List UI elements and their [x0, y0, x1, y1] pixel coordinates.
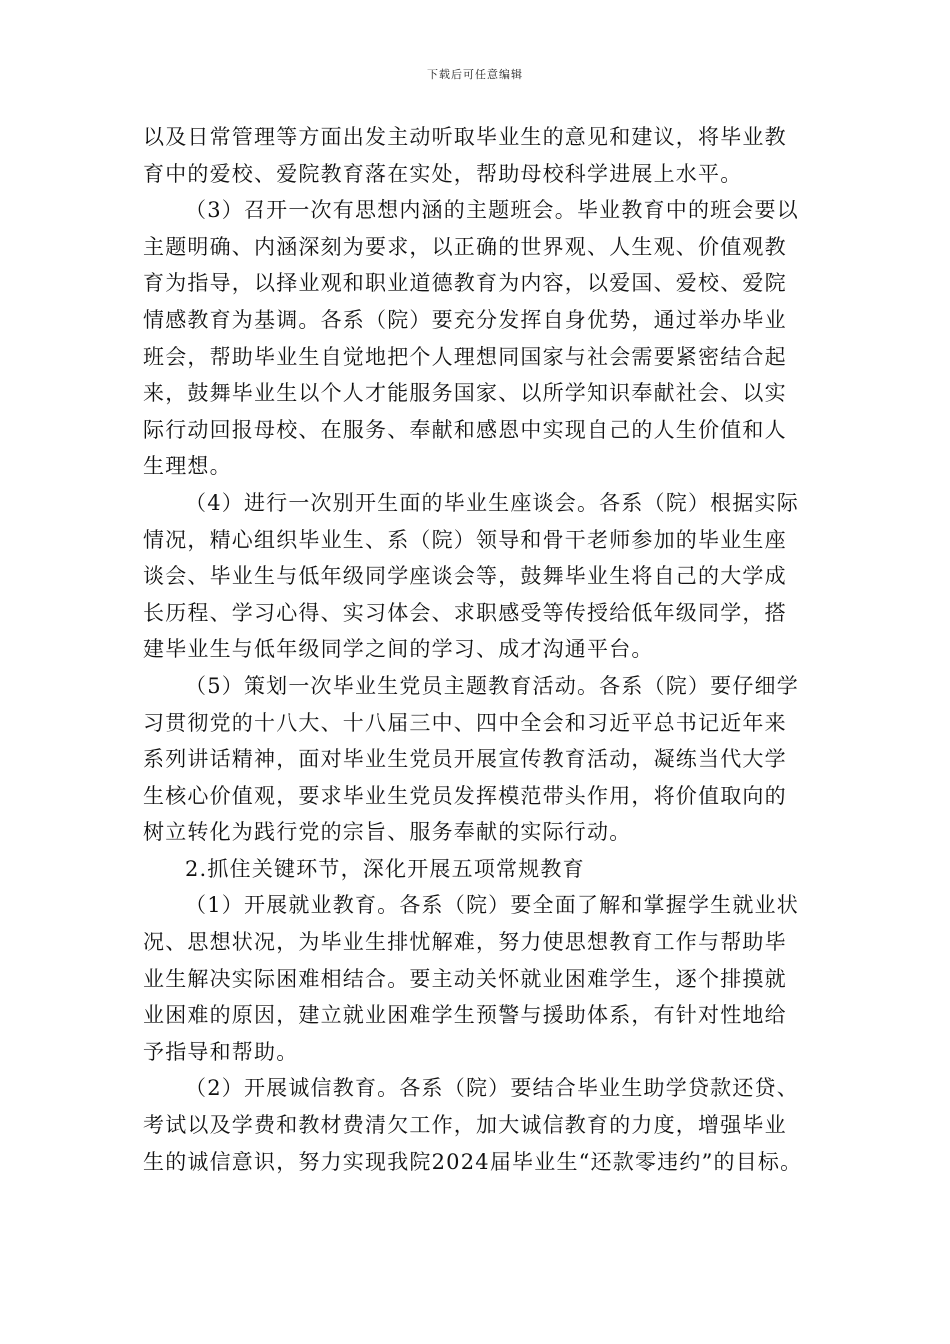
text-line: 考试以及学费和教材费清欠工作，加大诚信教育的力度，增强毕业	[143, 1113, 787, 1138]
text-line: 际行动回报母校、在服务、奉献和感恩中实现自己的人生价值和人	[143, 417, 787, 442]
text-line: 育中的爱校、爱院教育落在实处，帮助母校科学进展上水平。	[143, 161, 743, 186]
text-line: 习贯彻党的十八大、十八届三中、四中全会和习近平总书记近年来	[143, 710, 787, 735]
text-line: 予指导和帮助。	[143, 1039, 299, 1064]
text-line: 班会，帮助毕业生自觉地把个人理想同国家与社会需要紧密结合起	[143, 344, 787, 369]
text-line: （3）召开一次有思想内涵的主题班会。毕业教育中的班会要以	[185, 198, 799, 223]
text-line: 生理想。	[143, 454, 232, 479]
text-line: 长历程、学习心得、实习体会、求职感受等传授给低年级同学，搭	[143, 600, 787, 625]
text-line: 树立转化为践行党的宗旨、服务奉献的实际行动。	[143, 820, 632, 845]
text-line: 生核心价值观，要求毕业生党员发挥模范带头作用，将价值取向的	[143, 783, 787, 808]
text-line: 主题明确、内涵深刻为要求，以正确的世界观、人生观、价值观教	[143, 234, 787, 259]
text-line: 来，鼓舞毕业生以个人才能服务国家、以所学知识奉献社会、以实	[143, 381, 787, 406]
text-line: （1）开展就业教育。各系（院）要全面了解和掌握学生就业状	[185, 893, 799, 918]
text-line: 生的诚信意识，努力实现我院2024届毕业生“还款零违约”的目标。	[143, 1149, 803, 1174]
page-header: 下载后可任意编辑	[427, 68, 523, 81]
text-line: 以及日常管理等方面出发主动听取毕业生的意见和建议，将毕业教	[143, 125, 787, 149]
text-line: 建毕业生与低年级同学之间的学习、成才沟通平台。	[143, 637, 654, 662]
text-line: 业困难的原因，建立就业困难学生预警与援助体系，有针对性地给	[143, 1003, 787, 1028]
text-line: 育为指导，以择业观和职业道德教育为内容，以爱国、爱校、爱院	[143, 271, 787, 296]
text-line: （4）进行一次别开生面的毕业生座谈会。各系（院）根据实际	[185, 490, 799, 515]
text-line: 谈会、毕业生与低年级同学座谈会等，鼓舞毕业生将自己的大学成	[143, 564, 787, 589]
text-line: 业生解决实际困难相结合。要主动关怀就业困难学生，逐个排摸就	[143, 966, 787, 991]
text-line: 系列讲话精神，面对毕业生党员开展宣传教育活动，凝练当代大学	[143, 747, 787, 772]
text-line: 情况，精心组织毕业生、系（院）领导和骨干老师参加的毕业生座	[143, 527, 787, 552]
document-body	[143, 119, 823, 1180]
text-line: 2.抓住关键环节，深化开展五项常规教育	[185, 856, 585, 881]
text-line: （5）策划一次毕业生党员主题教育活动。各系（院）要仔细学	[185, 673, 799, 698]
text-line: 情感教育为基调。各系（院）要充分发挥自身优势，通过举办毕业	[143, 307, 787, 332]
text-line: （2）开展诚信教育。各系（院）要结合毕业生助学贷款还贷、	[185, 1076, 799, 1101]
text-line: 况、思想状况，为毕业生排忧解难，努力使思想教育工作与帮助毕	[143, 930, 787, 955]
